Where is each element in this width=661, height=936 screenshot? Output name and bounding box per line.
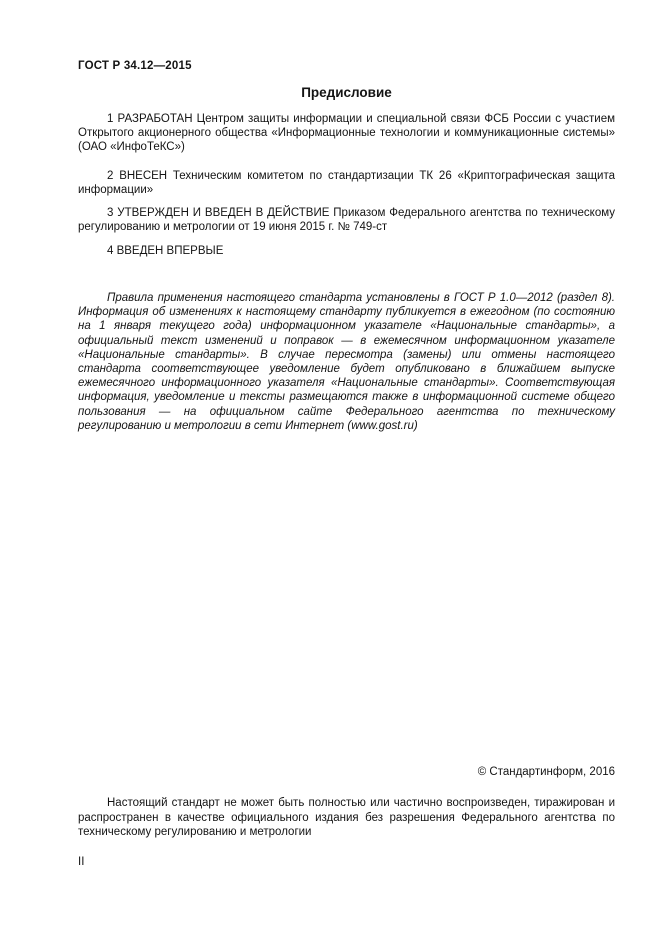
page-number: II bbox=[78, 856, 85, 868]
document-designation: ГОСТ Р 34.12—2015 bbox=[78, 60, 192, 72]
application-rules-note: Правила применения настоящего стандарта установлены в ГОСТ Р 1.0—2012 (раздел 8). Информация об изменениях к настоящему стандарту публикуется в ежегодном (по состоянию на 1 января текущего года) информационном указателе «Национальные стандарты», а официальный текст изменений и поправок — в ежемесячном информационном указателе «Национальные стандарты». В случае пересмотра (замены) или отмены настоящего стандарта соответствующее уведомление будет опубликовано в ближайшем выпуске ежемесячного информационного указателя «Национальные стандарты». Соответствующая информация, уведомление и тексты размещаются также в информационной системе общего пользования — на официальном сайте Федерального агентства по техническому регулированию и метрологии в сети Интернет (www.gost.ru) bbox=[78, 292, 615, 432]
foreword-item-developed: 1 РАЗРАБОТАН Центром защиты информации и специальной связи ФСБ России с участием Открытого акционерного общества «Информационные технологии и коммуникационные системы» (ОАО «ИнфоТеКС») bbox=[78, 113, 615, 153]
foreword-item-approved: 3 УТВЕРЖДЕН И ВВЕДЕН В ДЕЙСТВИЕ Приказом Федерального агентства по техническому регулированию и метрологии от 19 июня 2015 г. № 749-ст bbox=[78, 207, 615, 233]
foreword-item-introduced: 4 ВВЕДЕН ВПЕРВЫЕ bbox=[107, 245, 224, 257]
foreword-item-submitted: 2 ВНЕСЕН Техническим комитетом по стандартизации ТК 26 «Криптографическая защита информации» bbox=[78, 170, 615, 196]
page-title: Предисловие bbox=[301, 85, 392, 100]
copyright-notice: © Стандартинформ, 2016 bbox=[477, 766, 615, 778]
reproduction-restriction: Настоящий стандарт не может быть полностью или частично воспроизведен, тиражирован и распространен в качестве официального издания без разрешения Федерального агентства по техническому регулированию и метрологии bbox=[78, 797, 615, 838]
